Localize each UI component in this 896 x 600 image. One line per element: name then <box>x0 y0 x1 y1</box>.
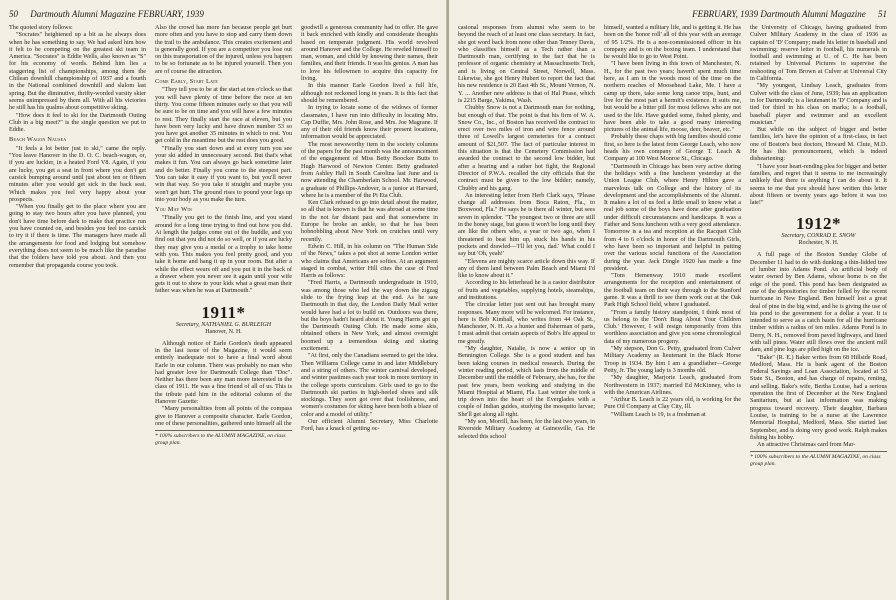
right-page <box>449 0 896 600</box>
running-head-right <box>692 9 887 19</box>
paragraph: Also the crowd has more fun because people get hurt more often and you have to stop and carry them down the trail to the ambulance. This creates excitement and is generally good. If you are a competitor you lose out on this transportation of the injured, unless you happen to be so fortunate as to be injured yourself. Then you are of course the attraction. <box>155 24 292 75</box>
column-2 <box>604 24 741 594</box>
class-secretary: Secretary, CONRAD E. SNOW <box>781 233 856 240</box>
issue-date: FEBRUARY, 1939 <box>692 9 759 19</box>
paragraph: "My youngest, Lindsay Leach, graduates from Culver with the class of June, 1939; has an application in for Dartmouth; is a lieutenant in 'D' Company and is tied for third in his class on marks; is a football, baseball player and swimmer and an excellent musician." <box>750 82 887 126</box>
column-2 <box>155 24 292 594</box>
paragraph: "William Leach is 19, is a freshman at <box>611 410 706 418</box>
paragraph: A full page of the Boston Sunday Globe of December 11 had to do with dunking a thin-lidded tree of lumber into Adams Pond. An artificial body of water owned by Ben Adams, whose home is on the edge of the pond. This pond has been designated as one of the depositories for timber felled by the recent hurricane in New England. Ben himself lost a great deal of pine in the big wind, and he is giving the use of his pond to the government for a dollar a year. It is intended to serve as a catch basin for all the hurricane timber within a radius of ten miles. Adams Pond is in Derry, N. H., removed from paved highways, and lined with tall pines. Water still flows over the ancient mill dam, and pine logs are piled high on the ice. <box>750 251 887 354</box>
paragraph: The circular letter just sent out has brought many responses. Many more will be welcomed. For instance, here is Bob Kimball, who writes from 44 Oak St., Manchester, N. H. As a hunter and fisherman of parts, I must admit that certain aspects of Bob's life appeal to me greatly. <box>458 301 595 345</box>
paragraph: "Finally you start down and at every turn you see your ski added in unnecessary second. But that's what makes it fun. You can always go back sometime later and do better. Finally you come to the steepest part. You can take it easy if you want to, but you'll never win that way. So you take it straight and maybe you won't get hurt. The ground rises to pound your legs up into your body as you make the turn. <box>155 144 292 203</box>
paragraph: "Elevens are mighty scarce article down this way. If any of them land between Palm Beach and Miami I'd like to know about it." <box>458 257 595 280</box>
paragraph: "My son, Morrill, has been, for the last two years, in Riverside Military Academy at Gainesville, Ga. He selected this school <box>458 418 595 440</box>
paragraph: himself, wanted a military life, and is getting it. He has been on the 'honor roll' all of this year with an average of 95 1/2%. He is a non-commissioned officer in his company and is on the boxing team. I understand that he would like to go to West Point. <box>604 24 741 61</box>
paragraph: goodwill a generous community had to offer. He gave it back enriched with kindly and considerate thoughts based on temperate judgment. His world revolved around Hanover and the College. He reveled himself to man, woman, and child by knowing their names, their families, and their friends. It was his genius. A man has to love his fellowmen to acquire this capacity for living. <box>301 24 438 83</box>
subheading: Beach Wagon Nausea <box>9 136 67 144</box>
paragraph: "I have been living in this town of Manchester, N. H., for the past two years; haven't spent much time here, as I am in the woods most of the time on the northern reaches of Moosehead Lake, Me. I have a camp up there, take some long canoe trips, hunt, and live for the most part a hermit's existence. It suits me, but would be a bitter pill for most fellows who are not used to the life. Have guided some, fished plenty, and have been able to take a good many interesting pictures of the animal life, moose, deer, beaver, etc." <box>604 60 741 134</box>
paragraph: Probably these chaps with big families should come first, so here is the latest from George Leach, who now heads his own company of George T. Leach & Company at 100 West Monroe St., Chicago. <box>604 133 741 163</box>
class-location: Rochester, N. H. <box>798 240 839 247</box>
paragraph: "It feels a lot better just to ski," came the reply. "You leave Hanover in the D. O. C. beach-wagon, or, if you are luckier, in a heated Ford V8. Again, if you are lucky, you get a seat in front where you don't get carsick bumping around until just about ten or fifteen minutes after you would get sick in the back seat. Which makes you feel very happy about your prospects. <box>9 144 146 203</box>
paragraph: "My stepson, Don G. Petty, graduated from Culver Military Academy as lieutenant in the Black Horse Troop in 1934. By him I am a grandfather—George Petty, Jr. The young lady is 3 months old. <box>604 345 741 374</box>
paragraph: "Tom Hemenway 1910 made excellent arrangements for the reception and entertainment of the football team on their way through to the Stanford game. It was a thrill to see them work out at the Oak Park High School field, where I graduated. <box>604 272 741 309</box>
paragraph: According to his letterhead he is a castor distributor of fruits and vegetables, supplying hotels, steamships, and institutions. <box>458 279 595 301</box>
column-3 <box>301 24 438 594</box>
paragraph: "My daughter, Natalie, is now a senior up in Bennington College. She is a good student and has been taking courses in medical research. During the winter reading period, which lasts from the middle of December until the middle of February, she has, for the past few years, been working and studying in the Miami Hospital at Miami, Fla. Last winter she took a trip down into the heart of the Everglades with a couple of Indian guides, studying the mosquito larvae; She'll get along all right. <box>458 345 595 418</box>
magazine-title: Dartmouth Alumni Magazine <box>760 9 866 19</box>
paragraph: "Dartmouth in Chicago has been very active during the holidays with a fine luncheon yesterday at the Union League Club, where Henry Hilton gave a marvelous talk on College and the history of its development and the accomplishments of the Alumni. It makes a lot of us feel a little small to know what a real job some of the boys have done after graduation under difficult circumstances and handicaps. It was a Father and Sons luncheon with a very good attendance. Tomorrow is a tea and reception at the Racquet Club from 4 to 6 o'clock in honor of the Dartmouth Girls, who have been so important and helpful in putting over the various social functions of the Association during the year. Jack Dingle 1920 has made a fine president. <box>604 162 741 272</box>
column-1 <box>458 24 595 594</box>
paragraph: Although notice of Earle Gordon's death appeared in the last issue of the Magazine, it would seem entirely inadequate not to have a final word about Earle in our column. There was probably no man who had greater love for Dartmouth College than "Doc". Neither has there been any man more interested in the class of 1911. He was a fine friend of all of us. This is the tribute paid him in the editorial column of the Hanover Gazette: <box>155 339 292 406</box>
class-year: 1911* <box>201 302 246 322</box>
paragraph: "Socrates" heightened up a bit as he always does when he has something to say. We had asked him how it felt to be competing on the greatest ski team in America. "Socrates" is Eddie Wells, also known as "S" for his economy of words. Behind him lies a staggering list of championships, among them the Chilean downhill championship of 1937 and a fourth in the National combined downhill and slalom last spring. But the diminutive, thrifty-worded varsity skier seems unimpressed by them all. With all his victories he still has his qualms about competitive skiing. <box>9 31 146 112</box>
paragraph: "How does it feel to ski for the Dartmouth Outing Club in a big meet?" is the single question we put to Eddie. <box>9 111 146 134</box>
page-number: 50 <box>9 9 18 19</box>
column-3 <box>750 24 887 594</box>
left-page <box>0 0 447 600</box>
subheading: Come Early, Start Late <box>155 78 219 86</box>
paragraph: "Arthur B. Leach is 22 years old, is working for the Pure Oil Company at Clay City, Ill. <box>604 396 741 411</box>
paragraph: Chubby Snow is not a Dartmouth man for nothing, but enough of that. The point is that his firm of W. A. Snow Co., Inc., of Boston has received the contract to erect over two miles of iron and wire fence around three of Lowell's largest cemeteries for a contract amount of $21,507. The fact of particular interest in this situation is that the Cemetery Commission had awarded the contract to the second low bidder, but after a hearing and a rather hot fight, the Regional Director of P.W.A. recalled the city officials that the contract must be given to the low bidder; namely, Chubby and his gang. <box>458 104 595 192</box>
class-1911-heading <box>155 304 292 336</box>
paragraph: Our efficient Alumni Secretary, Miss Charlotte Ford, has a knack of getting oc- <box>301 418 438 433</box>
class-1912-heading <box>750 215 887 247</box>
paragraph: An interesting letter from Herb Clark says, "Please change all addresses from Boca Raton, Fla., to Boxwood, Fla." He says he is there all winter, but sees seven in splendor. "The youngest two or three are still in the honey stage, but guess it won't be long until they are like the others who, a year or two ago, when I threatened to beat him up, stuck his hands in his pockets and drawled—'I'll let you, dad.' What could I say but 'Oh, yeah!' <box>458 191 595 258</box>
column-1 <box>9 24 146 594</box>
paragraph: The quoted story follows: <box>9 24 73 31</box>
class-secretary: Secretary, NATHANIEL G. BURLEIGH <box>175 321 272 328</box>
paragraph: the University of Chicago, having graduated from Culver Military Academy in the class of 1936 as captain of 'D' Company; made his letter in baseball and swimming; reserve letter in football, his numerals in football and swimming at U. of C. He has been retained by Universal Pictures to supervise the reshooting of Tom Brown at Culver at Universal City in California. <box>750 24 887 83</box>
issue-date: FEBRUARY, 1939 <box>137 9 204 19</box>
paragraph: casional responses from alumni who seem to be beyond the reach of at least one class secretary. In fact, she got word back from none other than Tenney Davis, who classifies himself as a Tech rather than a Dartmouth man, certifying to the fact that he is professor of organic chemistry at Massachusetts Tech, and is living on Central Street, Norwell, Mass. Likewise, she got Henry Hubert to report the fact that his new residence is 20 East 4th St., Mount Vernon, N. Y. ... Another new address is that of Hal Pease, which is 2215 Barge, Yakima, Wash. <box>458 24 595 104</box>
footnote: * 100% subscribers to the ALUMNI MAGAZINE, on class group plan. <box>750 451 887 467</box>
paragraph: In trying to locate some of the widows of former classmates, I have run into difficulty in locating Mrs. Cap Duffie, Mrs. John Rose, and Mrs. Joe Magrane. If any of their old friends know their present locations, information would be appreciated. <box>301 104 438 141</box>
paragraph: "Bake" (R. E.) Baker writes from 68 Hillside Road, Medford, Mass. He is bank agent of the Boston Federal Savings and Loan Association, located at 53 State St., Boston, and has charge of repairs, renting, and selling. Bake's wife, Bertha Louise, had a serious operation the first of December at the New England Sanitarium, but at last information was making progress toward recovery. Their daughter, Barbara Louise, is training to be a nurse at the Lawrence Memorial Hospital, Medford, Mass. She started last September, and is doing very good work. Ralph makes fishing his hobby. <box>750 353 887 441</box>
paragraph: "Fred Harris, a Dartmouth undergraduate in 1910, was among those who led the way down the zigzag slide to the frying leap at the end. As he saw Dartmouth in that day, the London Daily Mail writer would have had a lot to build on. Outdoors was there, but the boys hadn't heard about it. Young Harris got up the Dartmouth Outing Club. He made some skis, obtained others in New York, and almost overnight boomed up a tremendous skiing and skating excitement. <box>301 279 438 353</box>
class-year: 1912* <box>796 214 841 234</box>
text-columns <box>458 24 887 594</box>
paragraph: An attractive Christmas card from Mar- <box>757 441 856 449</box>
footnote: * 100% subscribers to the ALUMNI MAGAZINE, on class group plan. <box>155 430 292 446</box>
text-columns <box>9 24 438 594</box>
paragraph: "Finally you get to the finish line, and you stand around for a long time trying to find out how you did. At length the judges come out of the huddle, and you find out that you did not do so well, or if you are lucky they may give you a medal or a trophy to take home with you. This makes you feel pretty good, and you take it home and hang it up in your room. But after a while the effect wears off and you put it in the back of a drawer where you never see it again until your wife gets it out to show to your kids what a great man their father was when he was at Dartmouth." <box>155 214 292 295</box>
paragraph: "From a family history standpoint, I think most of us belong to the 'Don't Brag About Your Children Club.' However, I will resign temporarily from this worthless association and give you some chronological data of my numerous progeny. <box>604 308 741 345</box>
paragraph: "When you finally get to the place where you are going to stay two hours after you have planned, you don't have time before dark to make that practice run you have counted on, and besides you feel too carsick to try it if there is time. The managers have made all the arrangements for food and lodging but somehow everything does not seem to be much like the paradise that the folders have told you about. And then you remember that propaganda course you took. <box>9 203 146 269</box>
paragraph: "At first, only the Canadians seemed to get the idea. Then Williams College came in and later Middlebury and a string of others. The winter carnival developed, and winter pastimes each year took in more territory in the college sports curriculum. Girls used to go to the Dartmouth ski parties in high-heeled shoes and silk stockings. They soon got over that foolishness, and women's costumes for skiing have been both a blaze of color and a model of utility." <box>301 352 438 418</box>
paragraph: Edwin C. Hill, in his column on "The Human Side of the News," takes a pot shot at some London writer who claims that Americans are softies. At an argument staged in combat, writer Hill cites the case of Fred Harris as follows: <box>301 242 438 280</box>
paragraph: "Many personalities from all points of the compass give to Hanover a composite character. Earle Gordon, one of these personalities, gathered unto himself all the <box>155 405 292 427</box>
paragraph: In this manner Earle Gordon lived a full life, although not reckoned long in years. It is this fact that should be remembered. <box>301 82 438 104</box>
paragraph: Ken Clark refused to go into detail about the matter, so all that is known is that he was abroad at some time in the not far distant past and that somewhere in Europe he broke an ankle, so that he has been hobnobbling about New York on crutches until very recently. <box>301 199 438 243</box>
page-number: 51 <box>878 9 887 19</box>
class-location: Hanover, N. H. <box>205 328 242 335</box>
paragraph: "My daughter, Marjorie Leach, graduated from Northwestern in 1937; married Ed McKinney, who is with the American Airlines. <box>604 374 741 396</box>
paragraph: "I have your heart-rending plea for bigger and better families, and regret that it seems to me increasingly unlikely that there is anything I can do about it. It seems to me that you should have written this letter about fifteen or twenty years ago before it was too late!" <box>750 162 887 207</box>
subheading: You May Win <box>155 206 193 214</box>
running-head-left <box>9 9 204 19</box>
paragraph: The most newsworthy item in the society columns of the papers for the past month was the announcement of the engagement of Miss Betty Boocker Butts to Hugh Harwood of Newton Center. Betty graduated from Ashley Hall in South Carolina last June and is now attending the Chamberlain School. Mr. Harwood, a graduate of Phillips-Andover, is a junior at Harvard, where he is a member of the Pi Eta Club. <box>301 140 438 199</box>
paragraph: "They tell you to be at the start at ten o'clock so that you will have plenty of time before the race at ten thirty. You come fifteen minutes early so that you will be sure to be on time and you will have a few minutes to rest. They finally start the race at eleven, but you have been very lucky and have drawn number 53 so you have got another 35 minutes in which to rest. You get cold in the meantime but the rest does you good. <box>155 86 292 145</box>
magazine-title: Dartmouth Alumni Magazine <box>30 9 136 19</box>
paragraph: But while on the subject of bigger and better families, let's have the opinion of a first-class, in fact one of Boston's best doctors, Howard M. Clute, M.D. He has this pronouncement, which is indeed disheartening: <box>750 126 887 163</box>
